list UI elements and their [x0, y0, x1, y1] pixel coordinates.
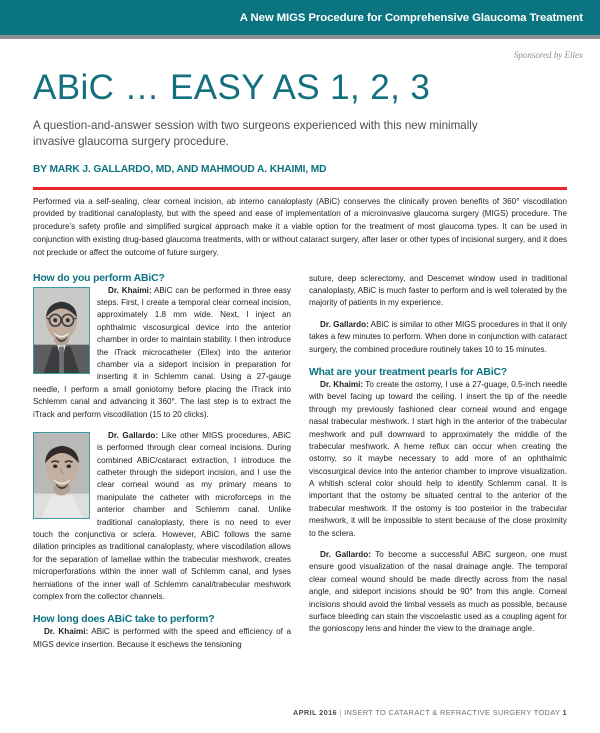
section-heading-how-do-you-perform: How do you perform ABiC? [33, 272, 165, 284]
left-column [33, 273, 291, 652]
footer-publication: INSERT TO CATARACT & REFRACTIVE SURGERY TODAY [344, 708, 561, 717]
paragraph-khaimi-2 [33, 626, 291, 651]
paragraph-khaimi-2-continued: suture, deep sclerectomy, and Descemet window used in traditional canaloplasty, ABiC is much faster to perform and is well tolerated by the majority of patients in my experience. [309, 273, 567, 308]
paragraph-text: ABiC is performed with the speed and efficiency of a MIGS device insertion. Because it eschews the tensioning [33, 627, 292, 649]
top-banner [0, 0, 600, 35]
paragraph-gallardo-2 [309, 319, 567, 356]
banner-title: A New MIGS Procedure for Comprehensive Glaucoma Treatment [239, 11, 583, 24]
section-heading-how-long-does-it-take: How long does ABiC take to perform? [33, 614, 215, 626]
section-heading-treatment-pearls: What are your treatment pearls for ABiC? [309, 366, 508, 378]
speaker-label: Dr. Khaimi: [44, 627, 89, 637]
red-divider-rule [33, 187, 567, 190]
sponsor-label: Sponsored by Ellex [513, 50, 583, 60]
paragraph-gallardo-3 [309, 549, 567, 636]
speaker-label: Dr. Gallardo: [108, 430, 159, 440]
page-footer [0, 708, 600, 717]
footer-separator: | [339, 708, 342, 717]
portrait-gallardo [33, 432, 90, 519]
article-deck: A question-and-answer session with two surgeons experienced with this new minimally invasive glaucoma surgery procedure. [33, 118, 478, 149]
speaker-label: Dr. Gallardo: [320, 550, 371, 560]
sponsor-row [0, 39, 600, 63]
speaker-label: Dr. Khaimi: [320, 379, 364, 389]
right-column [309, 273, 567, 652]
paragraph-text: ABiC can be performed in three easy steps. First, I create a temporal clear corneal incision, approximately 1.8 mm wide. Next, I inject an ophthalmic viscosurgical device into the anterior chamber in order to maintain stability. I then introduce the iTrack microcatheter (Ellex) into the anterior chamber via a sideport incision in preparation for inserting it in Schlemm canal. Using a 27-gauge needle, I perform a small goniotomy before placing the iTrack into Schlemm canal and advancing it 360°. The last step is to extract the iTrack and perform viscodilation (15 to 20 clicks). [33, 285, 291, 419]
paragraph-text: To become a successful ABiC surgeon, one must ensure good visualization of the nasal drainage angle. The temporal clear corneal wound should be made directly across from the nasal angle, and sideport incisions should be 90° from this angle. Corneal incisions should avoid the limbal vessels as much as possible, because surface bleeding can stain the viscoelastic used as a coupling agent for the gonioscopy lens and hinder the view to the drainage angle. [309, 550, 567, 634]
paragraph-text: Like other MIGS procedures, ABiC is performed through clear corneal incisions. During combined ABiC/cataract extraction, I introduce the catheter through the sideport incision, and I use the clear corneal wound as my primary means to manipulate the catheter with microforceps in the anterior chamber and Schlemm canal. Unlike traditional canaloplasty, there is no need to ever touch the conjunctiva or sclera. However, ABiC follows the same dilation principles as traditional canaloplasty, where viscodilation allows for the separation of lamellae within the trabecular meshwork, creates microperforations within the inner wall of Schlemm canal, and lyses herniations of the inner wall of Schlemm canal/trabecular meshwork complex from the collector channels. [33, 430, 291, 601]
masthead [0, 63, 600, 175]
portrait-khaimi [33, 287, 90, 374]
paragraph-text: ABiC is similar to other MIGS procedures in that it only takes a few minutes to perform. When done in conjunction with cataract surgery, the combined procedure routinely takes 10 to 15 minutes. [309, 319, 567, 354]
article-body [33, 273, 567, 652]
footer-issue-date: APRIL 2016 [292, 708, 337, 717]
paragraph-text: To create the ostomy, I use a 27-guage, 0.5-inch needle with bevel facing up toward the ceiling. I insert the tip of the needle through my previously fashioned clear corneal wound and engage nasal trabecular meshwork. I start high in the anterior of the trabecular meshwork and pull downward to approximately the middle of the trabecular meshwork. A heme reflux can occur when creating the ostomy, so it maybe necessary to add more of an ophthalmic viscosurgical device into the anterior chamber to improve visualization. A whitish scleral color should help to identify Schlemm canal. It is important that the ostomy be situated central to the anterior of the trabecular meshwork. If the ostomy is too posterior in the trabecular meshwork, it will be impossible to stent because of the close proximity to the sclera. [309, 379, 568, 538]
footer-page-number: 1 [562, 708, 567, 717]
page-title: ABiC … EASY AS 1, 2, 3 [33, 68, 431, 107]
speaker-label: Dr. Gallardo: [320, 319, 369, 329]
intro-paragraph: Performed via a self-sealing, clear corneal incision, ab interno canaloplasty (ABiC) conserves the clinically proven benefits of 360° viscodilation provided by traditional canaloplasty, but with the speed and ease of implementation of a microinvasive glaucoma surgery (MIGS) procedure. The procedure’s safety profile and simplified surgical approach make it a viable option for the treatment of most glaucoma types. It can be used in conjunction with existing drug-based glaucoma treatments, with or without cataract surgery, after laser or other types of incisional surgery, and it does not preclude or affect the outcome of future surgery. [33, 196, 567, 257]
paragraph-khaimi-3 [309, 379, 567, 540]
article-byline: BY MARK J. GALLARDO, MD, AND MAHMOUD A. KHAIMI, MD [33, 163, 327, 175]
speaker-label: Dr. Khaimi: [108, 285, 152, 295]
